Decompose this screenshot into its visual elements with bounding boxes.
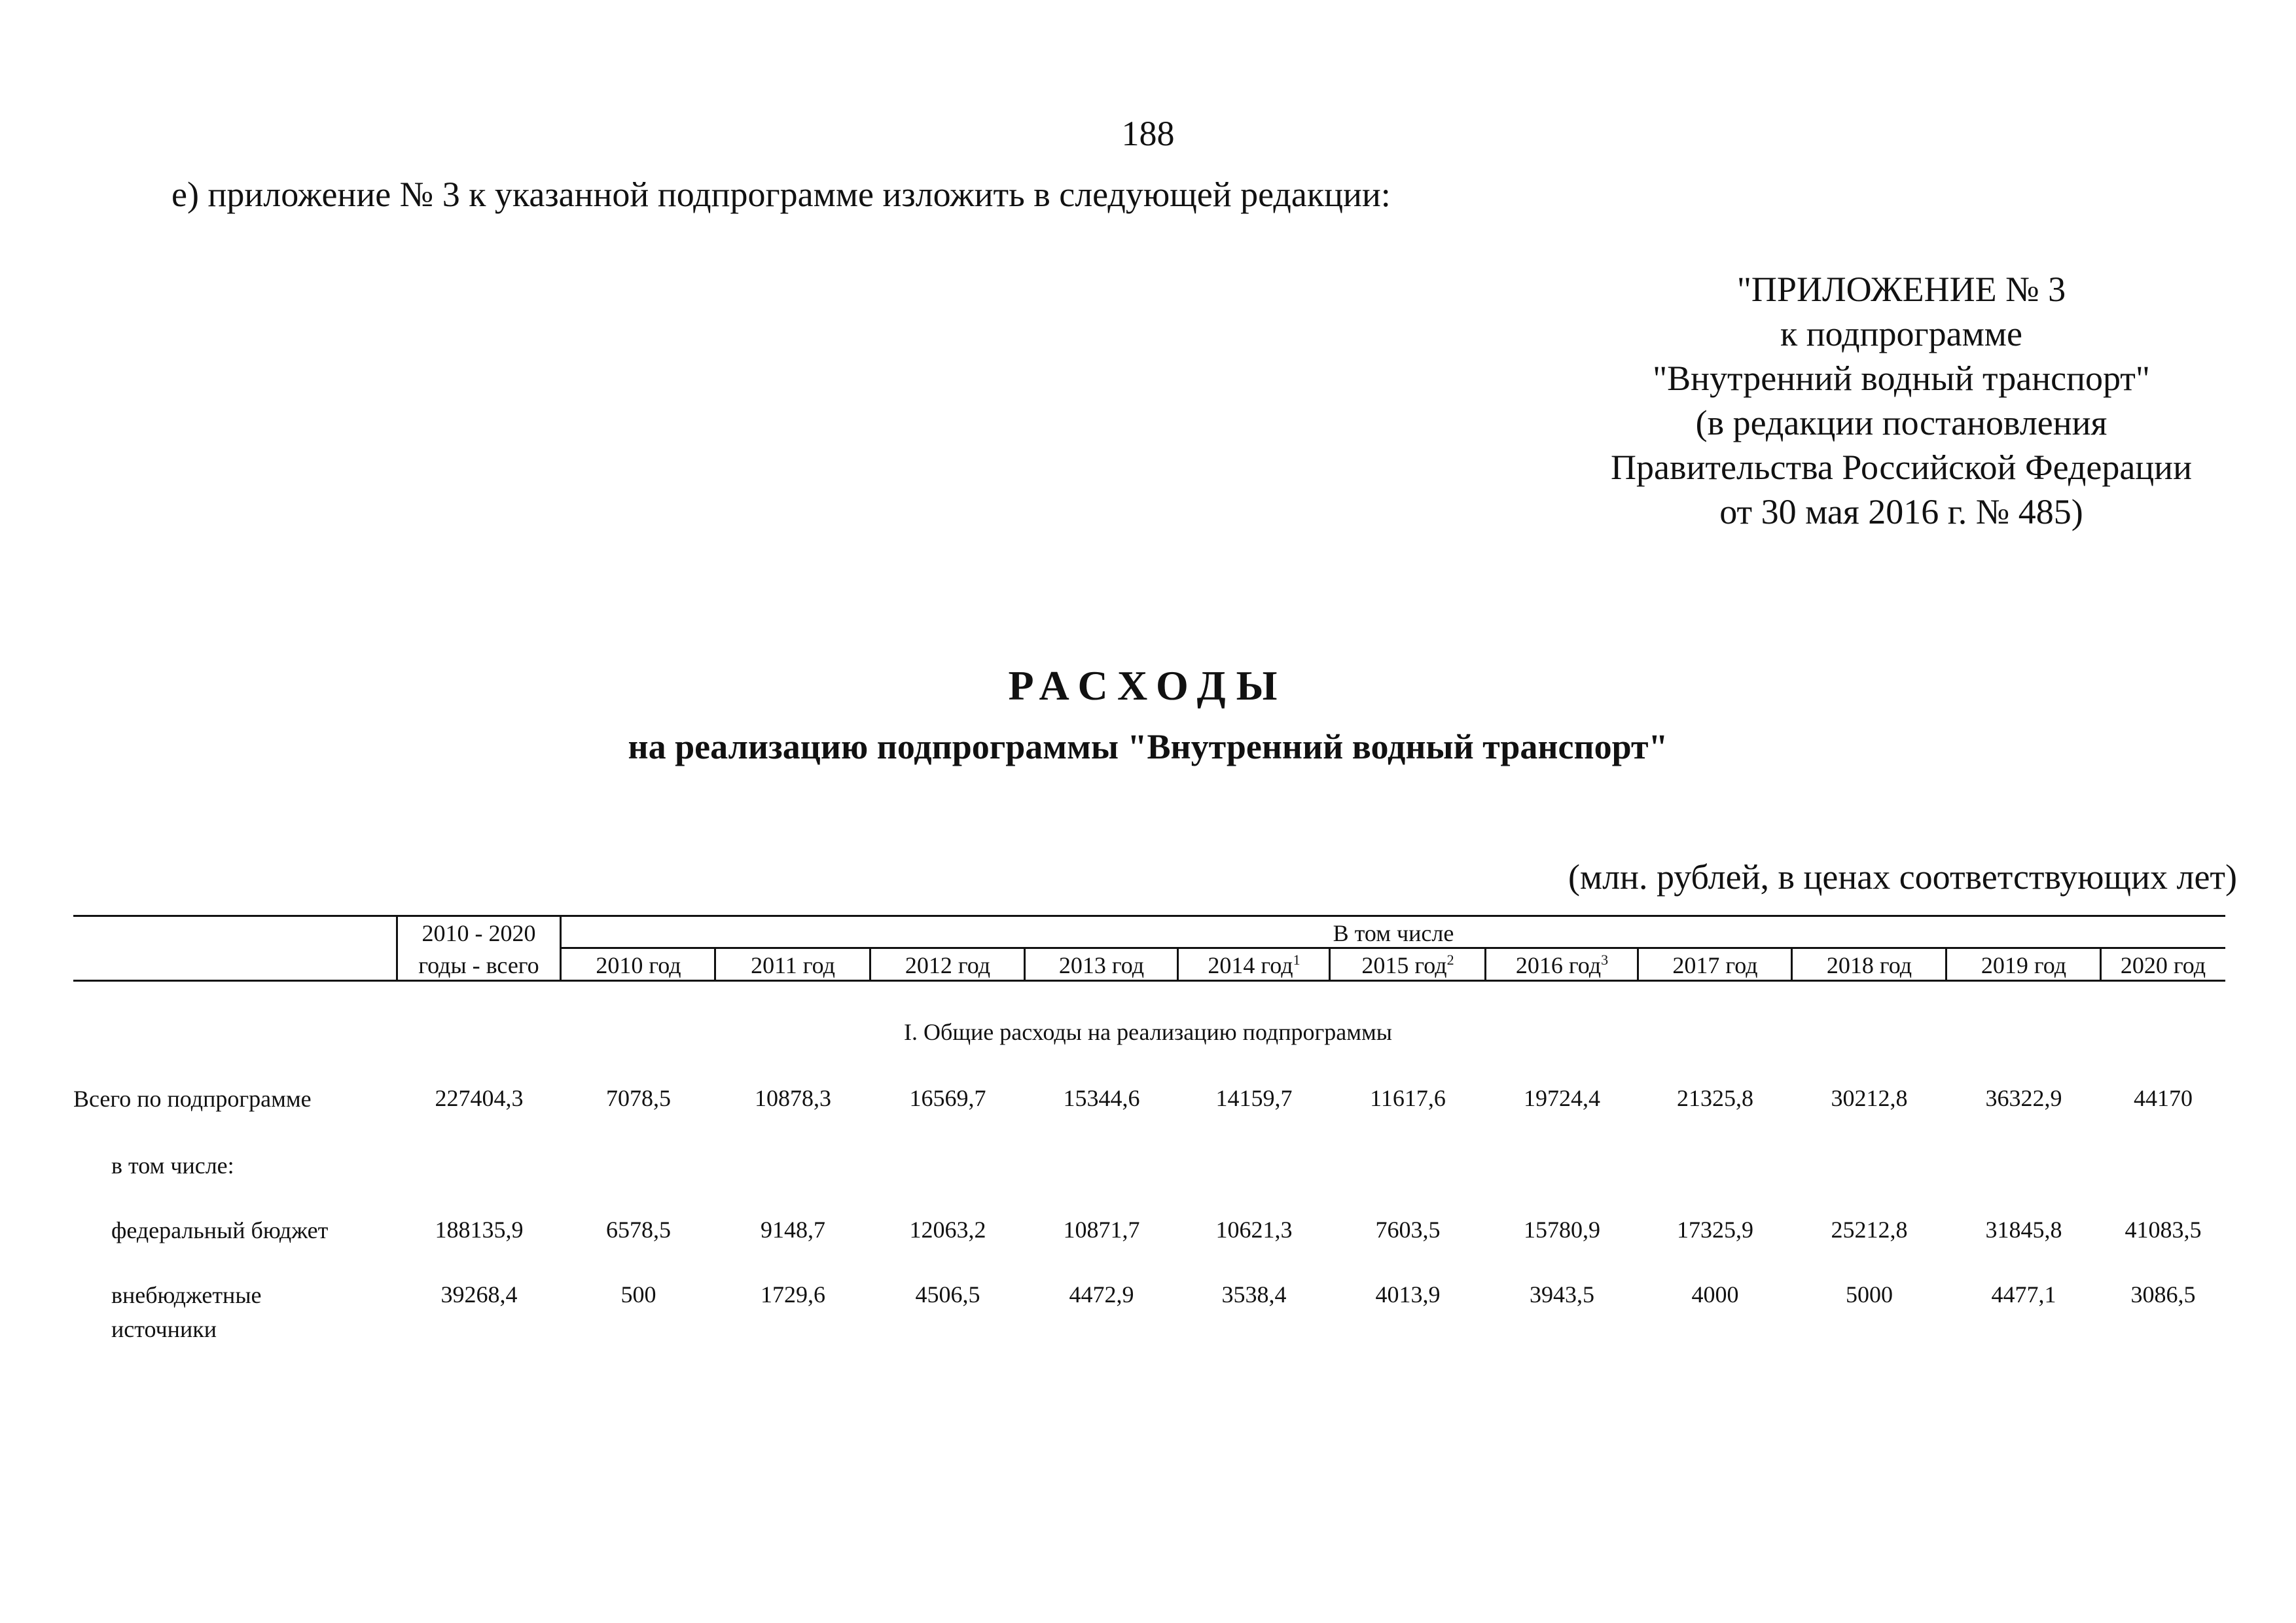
table-cell: 500 <box>620 1281 656 1308</box>
table-cell-total: 188135,9 <box>435 1217 524 1243</box>
table-cell-total: 227404,3 <box>435 1085 524 1111</box>
table-cell: 44170 <box>2134 1085 2193 1111</box>
document-title: РАСХОДЫ <box>1008 662 1288 709</box>
section-caption: I. Общие расходы на реализацию подпрограммы <box>904 1019 1392 1045</box>
appendix-block <box>1571 267 2232 534</box>
table-cell: 30212,8 <box>1831 1085 1908 1111</box>
total-header-line2: годы - всего <box>418 952 539 978</box>
year-header-label: 2015 год <box>1361 952 1447 978</box>
row-label-federal: федеральный бюджет <box>111 1217 329 1243</box>
footnote-marker: 3 <box>1601 952 1609 968</box>
table-cell: 41083,5 <box>2125 1217 2202 1243</box>
year-header-label: 2011 год <box>751 952 835 978</box>
table-cell: 15780,9 <box>1524 1217 1600 1243</box>
table-cell: 1729,6 <box>761 1281 825 1308</box>
table-cell: 21325,8 <box>1677 1085 1753 1111</box>
table-cell: 12063,2 <box>909 1217 986 1243</box>
year-header <box>562 951 715 980</box>
year-header-label: 2016 год <box>1515 952 1602 978</box>
table-cell: 14159,7 <box>1215 1085 1293 1111</box>
table-cell: 15344,6 <box>1063 1085 1140 1111</box>
table-cell: 17325,9 <box>1677 1217 1753 1243</box>
year-header <box>1178 951 1330 980</box>
group-header: В том числе <box>1333 920 1454 946</box>
year-header-label: 2012 год <box>905 952 991 978</box>
year-header <box>1330 951 1486 980</box>
row-label-extrabudgetary-line2: источники <box>111 1316 217 1342</box>
table-cell: 25212,8 <box>1831 1217 1908 1243</box>
year-header-label: 2018 год <box>1826 952 1912 978</box>
year-header <box>2101 951 2225 980</box>
year-header-label: 2013 год <box>1058 952 1145 978</box>
table-cell: 4477,1 <box>1991 1281 2056 1308</box>
table-cell: 10871,7 <box>1063 1217 1140 1243</box>
year-header <box>1486 951 1638 980</box>
table-cell: 3943,5 <box>1530 1281 1594 1308</box>
appendix-line: к подпрограмме <box>1780 314 2022 353</box>
table-cell: 7603,5 <box>1375 1217 1441 1243</box>
table-cell: 6578,5 <box>606 1217 671 1243</box>
appendix-line: "ПРИЛОЖЕНИЕ № 3 <box>1736 270 2066 309</box>
table-cell: 36322,9 <box>1985 1085 2062 1111</box>
table-cell: 10878,3 <box>755 1085 831 1111</box>
total-header-line1: 2010 - 2020 <box>422 920 536 946</box>
year-header <box>1638 951 1792 980</box>
year-header <box>1946 951 2101 980</box>
year-header <box>715 951 870 980</box>
appendix-line: (в редакции постановления <box>1695 403 2108 442</box>
table-cell: 7078,5 <box>606 1085 671 1111</box>
year-header-label: 2017 год <box>1672 952 1758 978</box>
year-header-label: 2019 год <box>1981 952 2067 978</box>
year-header <box>1792 951 1946 980</box>
footnote-marker: 2 <box>1446 952 1454 968</box>
year-header <box>870 951 1025 980</box>
year-header-label: 2014 год <box>1208 952 1293 978</box>
year-header-label: 2010 год <box>596 952 681 978</box>
table-cell: 9148,7 <box>761 1217 825 1243</box>
table-cell: 19724,4 <box>1524 1085 1600 1111</box>
table-cell: 16569,7 <box>909 1085 986 1111</box>
appendix-line: "Внутренний водный транспорт" <box>1653 359 2150 398</box>
page-number: 188 <box>1121 114 1175 153</box>
table-cell: 4472,9 <box>1069 1281 1134 1308</box>
footnote-marker: 1 <box>1293 952 1300 968</box>
appendix-line: Правительства Российской Федерации <box>1611 448 2192 487</box>
year-header-label: 2020 год <box>2120 952 2206 978</box>
table-cell-total: 39268,4 <box>440 1281 518 1308</box>
table-cell: 4506,5 <box>915 1281 980 1308</box>
table-cell: 10621,3 <box>1215 1217 1293 1243</box>
units-note: (млн. рублей, в ценах соответствующих лет) <box>1568 857 2237 897</box>
intro-text: е) приложение № 3 к указанной подпрограмме изложить в следующей редакции: <box>171 175 1391 214</box>
row-label-including: в том числе: <box>111 1152 234 1179</box>
document-subtitle: на реализацию подпрограммы "Внутренний водный транспорт" <box>628 727 1668 766</box>
table-cell: 4000 <box>1691 1281 1739 1308</box>
table-cell: 4013,9 <box>1375 1281 1441 1308</box>
table-cell: 3086,5 <box>2130 1281 2196 1308</box>
table-cell: 5000 <box>1846 1281 1893 1308</box>
row-label-total: Всего по подпрограмме <box>73 1086 312 1112</box>
table-cell: 3538,4 <box>1221 1281 1287 1308</box>
row-label-extrabudgetary: внебюджетные <box>111 1282 262 1308</box>
appendix-line: от 30 мая 2016 г. № 485) <box>1719 492 2083 531</box>
table-cell: 31845,8 <box>1985 1217 2062 1243</box>
table-cell: 11617,6 <box>1370 1085 1446 1111</box>
year-header <box>1025 951 1178 980</box>
